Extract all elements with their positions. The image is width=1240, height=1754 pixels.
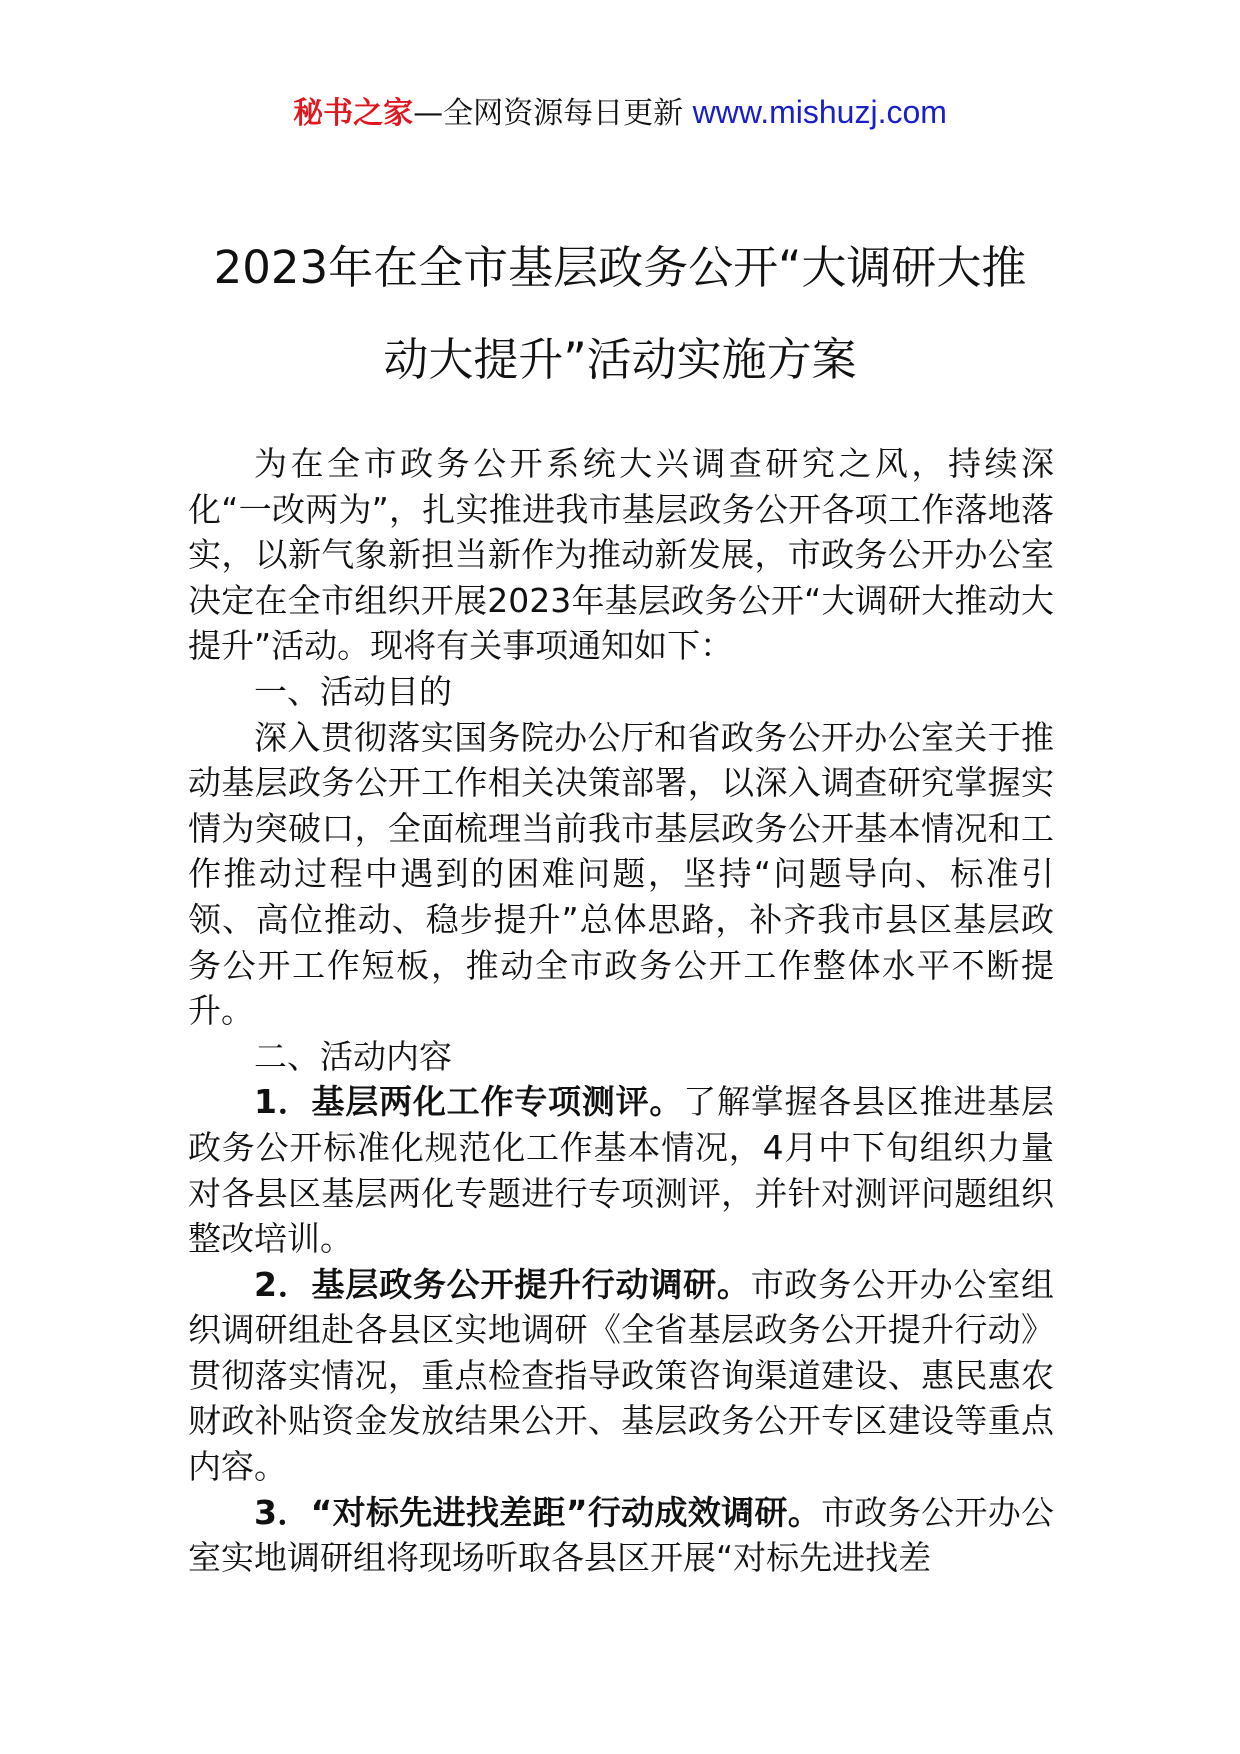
document-title bbox=[150, 222, 1090, 406]
section-heading-purpose: 一、活动目的 bbox=[254, 671, 452, 711]
document-title-line-2: 动大提升”活动实施方案 bbox=[383, 333, 857, 386]
section-heading-content: 二、活动内容 bbox=[254, 1036, 452, 1076]
site-tagline: —全网资源每日更新 bbox=[413, 96, 684, 131]
intro-paragraph: 为在全市政务公开系统大兴调查研究之风，持续深化“一改两为”，扎实推进我市基层政务公开各项工作落地落实，以新气象新担当新作为推动新发展，市政务公开办公室决定在全市组织开展2023年基层政务公开“大调研大推动大提升”活动。现将有关事项通知如下： bbox=[188, 444, 1054, 666]
content-item-2-title: 2．基层政务公开提升行动调研。 bbox=[254, 1264, 751, 1304]
content-item-1-title: 1．基层两化工作专项测评。 bbox=[254, 1082, 684, 1122]
content-item-2 bbox=[188, 1262, 1054, 1490]
content-item-3-title: 3．“对标先进找差距”行动成效调研。 bbox=[254, 1492, 822, 1532]
document-body bbox=[188, 441, 1054, 1581]
content-item-1 bbox=[188, 1079, 1054, 1261]
site-url-link[interactable]: www.mishuzj.com bbox=[692, 94, 947, 130]
content-item-3 bbox=[188, 1490, 1054, 1581]
document-title-line-1: 2023年在全市基层政务公开“大调研大推 bbox=[213, 241, 1027, 294]
site-brand: 秘书之家 bbox=[293, 96, 414, 131]
site-header bbox=[0, 92, 1240, 134]
content-item-3-body: 市政务公开办公室实地调研组将现场听取各县区开展“对标先进找差 bbox=[188, 1492, 1055, 1578]
content-item-1-body: 了解掌握各县区推进基层政务公开标准化规范化工作基本情况，4月中下旬组织力量对各县区基层两化专题进行专项测评，并针对测评问题组织整改培训。 bbox=[188, 1082, 1054, 1259]
content-item-2-body: 市政务公开办公室组织调研组赴各县区实地调研《全省基层政务公开提升行动》贯彻落实情况，重点检查指导政策咨询渠道建设、惠民惠农财政补贴资金发放结果公开、基层政务公开专区建设等重点内容。 bbox=[188, 1264, 1055, 1487]
purpose-paragraph: 深入贯彻落实国务院办公厅和省政务公开办公室关于推动基层政务公开工作相关决策部署，以深入调查研究掌握实情为突破口，全面梳理当前我市基层政务公开基本情况和工作推动过程中遇到的困难问题，坚持“问题导向、标准引领、高位推动、稳步提升”总体思路，补齐我市县区基层政务公开工作短板，推动全市政务公开工作整体水平不断提升。 bbox=[188, 717, 1054, 1031]
